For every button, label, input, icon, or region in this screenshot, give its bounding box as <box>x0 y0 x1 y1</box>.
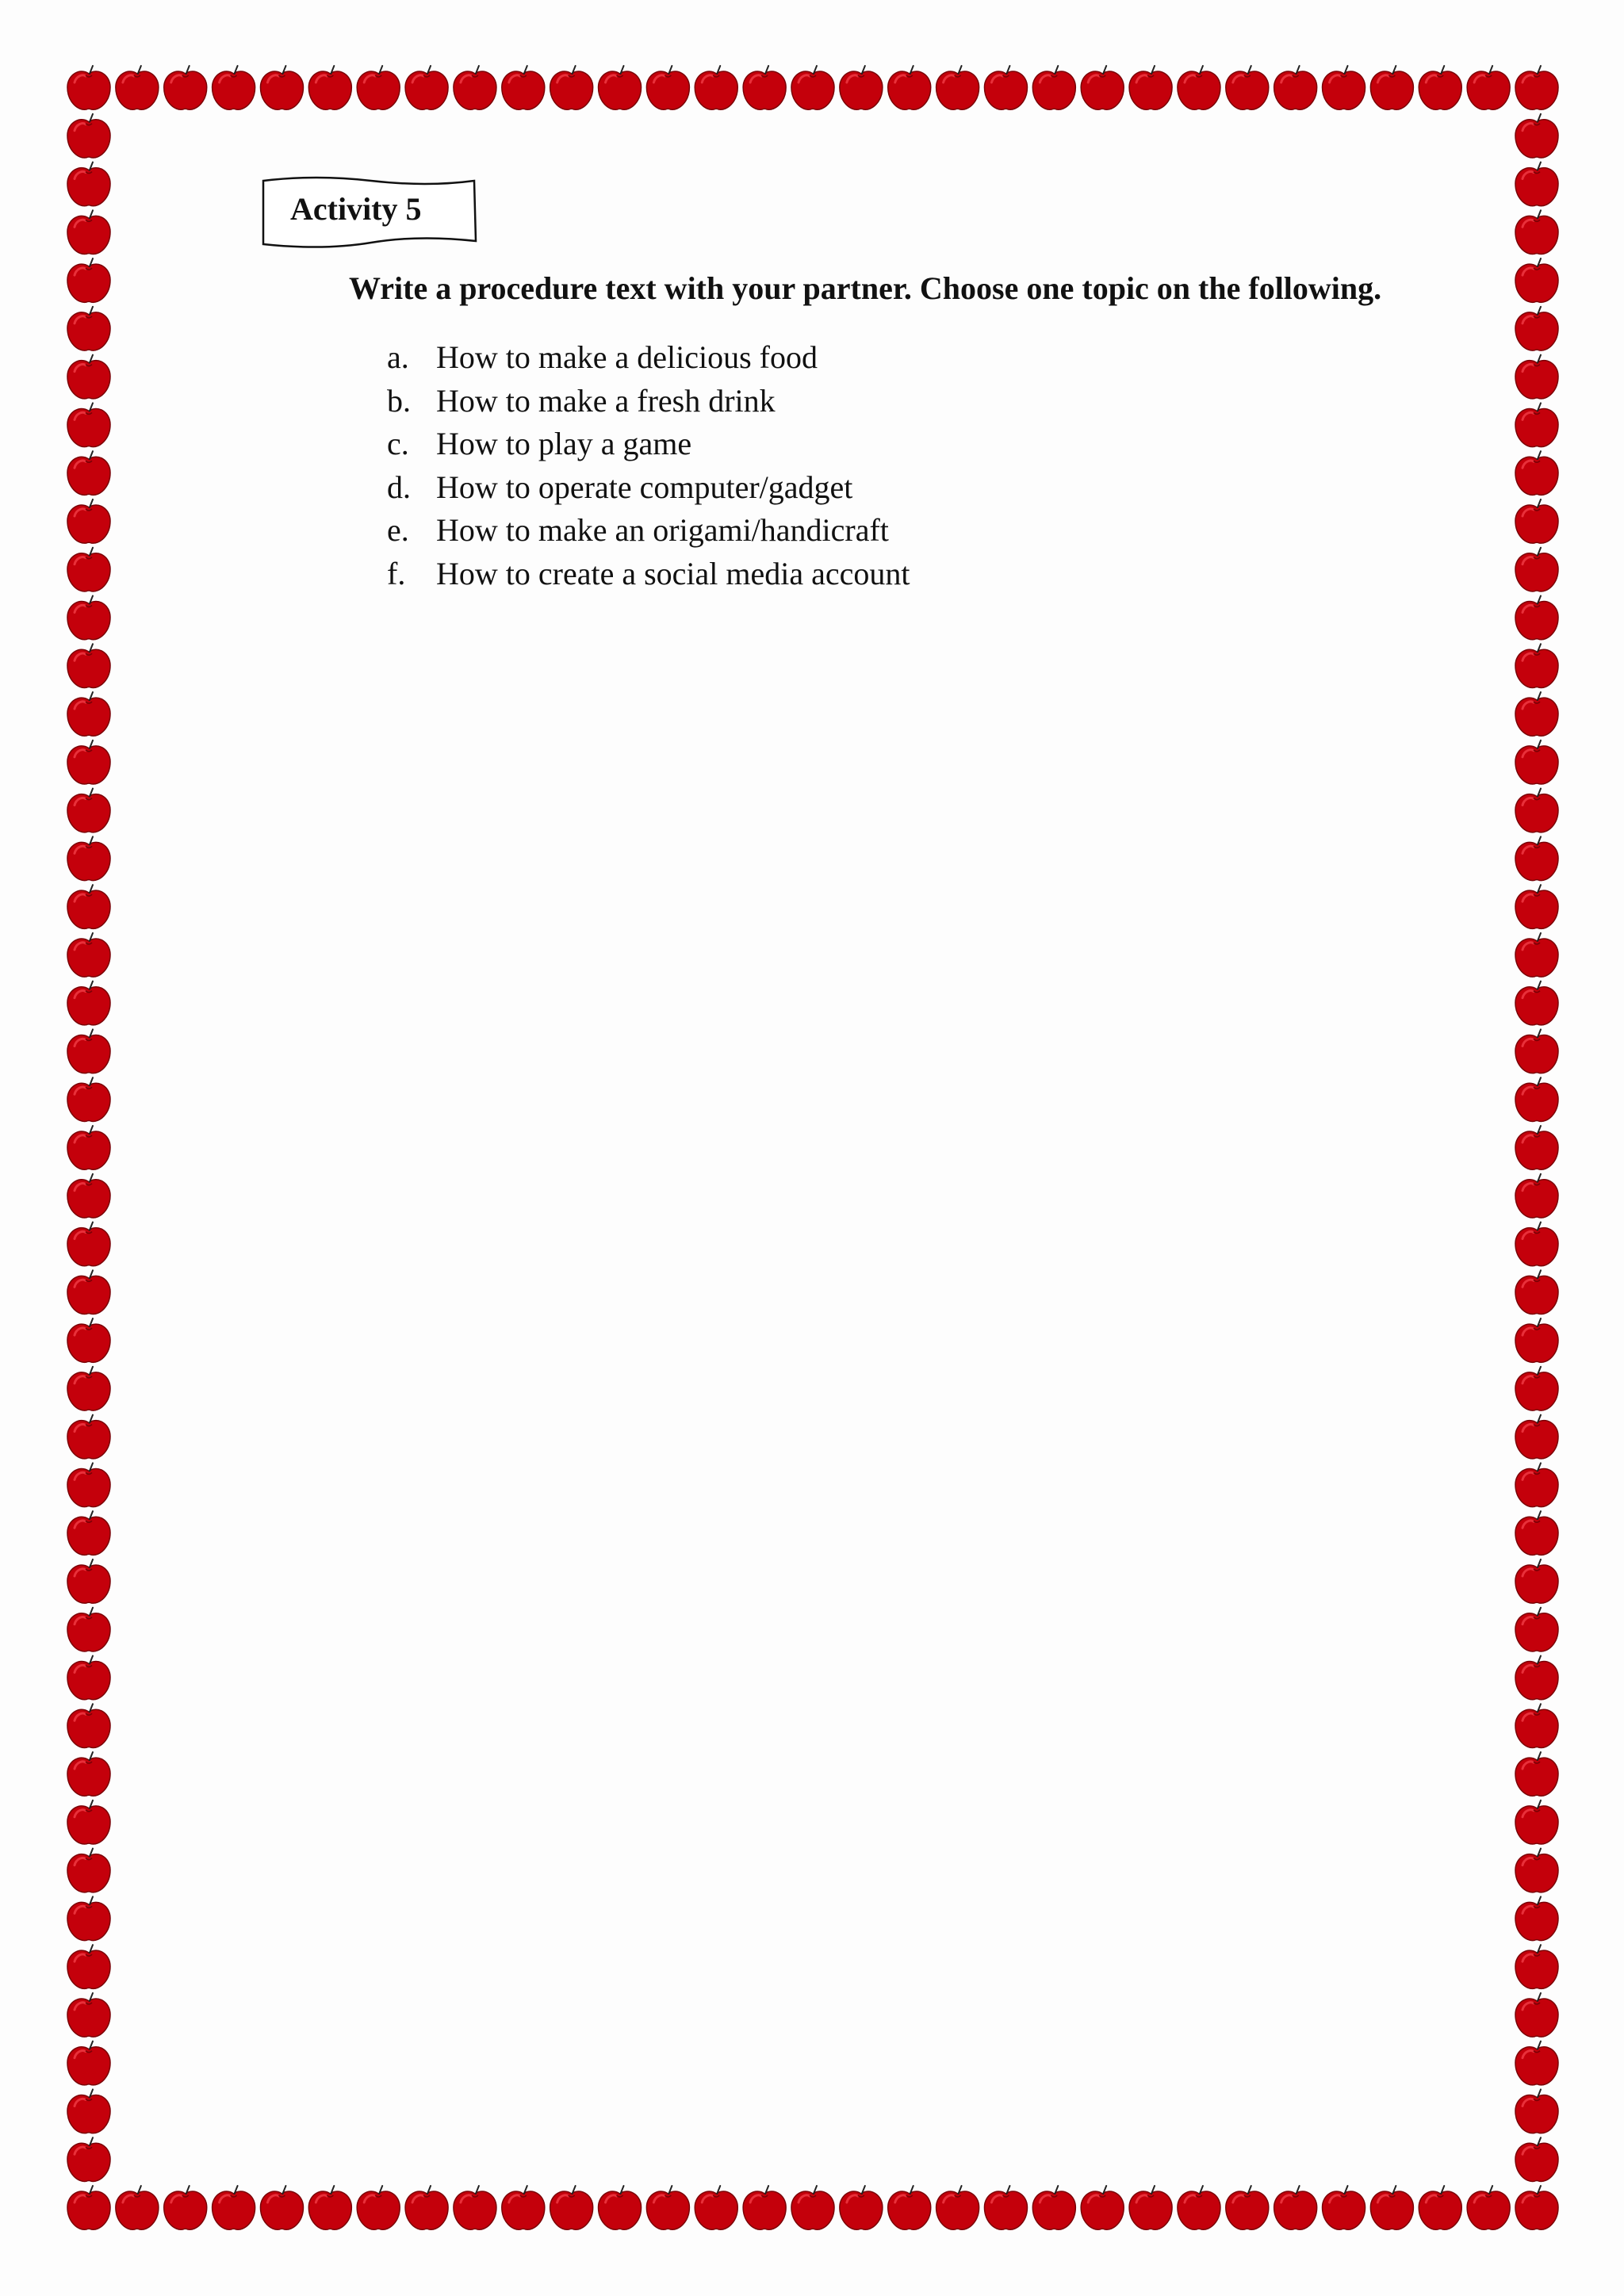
apple-icon <box>1515 1896 1558 1940</box>
apple-icon <box>1515 403 1558 446</box>
topic-text: How to make a delicious food <box>436 339 818 375</box>
apple-icon <box>67 1559 110 1603</box>
apple-icon <box>164 2186 207 2229</box>
apple-icon <box>1515 2042 1558 2085</box>
apple-icon <box>1515 2186 1558 2229</box>
apple-icon <box>405 66 448 109</box>
apple-icon <box>936 66 979 109</box>
apple-icon <box>791 66 834 109</box>
list-item <box>387 466 910 510</box>
apple-icon <box>1515 1559 1558 1603</box>
apple-icon <box>1419 2186 1461 2229</box>
apple-icon <box>67 1511 110 1555</box>
apple-icon <box>67 740 110 784</box>
apple-icon <box>1515 1270 1558 1314</box>
apple-icon <box>502 66 545 109</box>
apple-icon <box>67 1849 110 1892</box>
apple-icon <box>888 66 931 109</box>
apple-icon <box>743 2186 786 2229</box>
apple-icon <box>1515 1656 1558 1700</box>
apple-icon <box>67 403 110 446</box>
apple-icon <box>1515 258 1558 302</box>
apple-icon <box>454 2186 496 2229</box>
list-marker: d. <box>387 469 411 505</box>
apple-icon <box>116 2186 159 2229</box>
apple-icon <box>1032 2186 1075 2229</box>
apple-icon <box>213 66 255 109</box>
apple-icon <box>1323 66 1365 109</box>
apple-icon <box>1515 1077 1558 1121</box>
apple-icon <box>1515 1945 1558 1988</box>
apple-icon <box>1515 114 1558 158</box>
apple-icon <box>1226 2186 1269 2229</box>
apple-icon <box>1226 66 1269 109</box>
apple-icon <box>1323 2186 1365 2229</box>
list-item <box>387 553 910 596</box>
apple-icon <box>116 66 159 109</box>
apple-icon <box>1515 1608 1558 1651</box>
list-marker: a. <box>387 339 409 375</box>
apple-icon <box>1515 1029 1558 1073</box>
apple-icon <box>1515 789 1558 832</box>
apple-icon <box>599 2186 642 2229</box>
apple-icon <box>1515 1849 1558 1892</box>
apple-icon <box>260 66 303 109</box>
apple-icon <box>936 2186 979 2229</box>
apple-icon <box>67 1077 110 1121</box>
activity-title: Activity 5 <box>290 191 422 227</box>
apple-icon <box>67 1896 110 1940</box>
apple-icon <box>791 2186 834 2229</box>
list-marker: c. <box>387 426 409 461</box>
apple-icon <box>984 2186 1027 2229</box>
apple-icon <box>1515 210 1558 254</box>
apple-icon <box>1515 982 1558 1025</box>
apple-icon <box>1515 1126 1558 1169</box>
apple-icon <box>646 66 689 109</box>
apple-icon <box>67 836 110 880</box>
apple-icon <box>67 933 110 977</box>
apple-icon <box>308 66 351 109</box>
apple-icon <box>308 2186 351 2229</box>
apple-icon <box>67 2089 110 2133</box>
apple-icon <box>840 2186 883 2229</box>
apple-icon <box>357 66 400 109</box>
apple-icon <box>1515 2089 1558 2133</box>
apple-icon <box>550 66 593 109</box>
apple-icon <box>1515 548 1558 591</box>
apple-icon <box>1515 1752 1558 1796</box>
apple-icon <box>1129 66 1172 109</box>
topic-text: How to make a fresh drink <box>436 382 776 419</box>
apple-icon <box>67 548 110 591</box>
apple-icon <box>67 307 110 350</box>
list-item <box>387 380 910 423</box>
apple-icon <box>1515 163 1558 206</box>
apple-icon <box>67 644 110 687</box>
apple-icon <box>1515 1511 1558 1555</box>
apple-icon <box>1129 2186 1172 2229</box>
apple-icon <box>67 1608 110 1651</box>
apple-icon <box>67 1223 110 1266</box>
apple-icon <box>1515 451 1558 495</box>
apple-icon <box>1515 1174 1558 1218</box>
apple-icon <box>1515 1463 1558 1506</box>
apple-icon <box>1515 355 1558 399</box>
activity-label <box>260 174 479 251</box>
apple-icon <box>67 451 110 495</box>
list-item <box>387 336 910 380</box>
apple-icon <box>646 2186 689 2229</box>
apple-icon <box>1467 2186 1510 2229</box>
apple-icon <box>1515 836 1558 880</box>
apple-icon <box>1515 1993 1558 2037</box>
apple-icon <box>1515 66 1558 109</box>
apple-icon <box>67 1656 110 1700</box>
apple-icon <box>67 789 110 832</box>
apple-icon <box>1419 66 1461 109</box>
topic-text: How to create a social media account <box>436 555 910 591</box>
apple-icon <box>67 1800 110 1844</box>
apple-icon <box>67 355 110 399</box>
apple-icon <box>743 66 786 109</box>
apple-icon <box>1515 1800 1558 1844</box>
apple-icon <box>357 2186 400 2229</box>
apple-icon <box>67 2137 110 2181</box>
apple-icon <box>67 1704 110 1747</box>
topic-text: How to operate computer/gadget <box>436 469 853 505</box>
apple-icon <box>1081 2186 1124 2229</box>
apple-icon <box>67 499 110 543</box>
apple-icon <box>67 1126 110 1169</box>
apple-icon <box>67 1270 110 1314</box>
apple-icon <box>1515 1704 1558 1747</box>
apple-icon <box>1081 66 1124 109</box>
apple-icon <box>67 258 110 302</box>
apple-icon <box>67 1415 110 1459</box>
apple-icon <box>67 1174 110 1218</box>
apple-icon <box>1515 885 1558 928</box>
apple-icon <box>67 163 110 206</box>
apple-icon <box>1467 66 1510 109</box>
apple-icon <box>888 2186 931 2229</box>
apple-icon <box>67 692 110 736</box>
apple-icon <box>1032 66 1075 109</box>
apple-icon <box>1370 2186 1413 2229</box>
list-marker: e. <box>387 512 409 548</box>
list-marker: b. <box>387 382 411 419</box>
apple-icon <box>1515 2137 1558 2181</box>
topic-list <box>387 336 910 595</box>
topic-text: How to play a game <box>436 426 692 461</box>
apple-icon <box>213 2186 255 2229</box>
apple-icon <box>1515 1223 1558 1266</box>
list-marker: f. <box>387 555 406 591</box>
apple-icon <box>1178 2186 1220 2229</box>
apple-icon <box>1515 307 1558 350</box>
apple-icon <box>67 2042 110 2085</box>
instruction-text: Write a procedure text with your partner. Choose one topic on the following. <box>349 270 1382 306</box>
apple-icon <box>1515 740 1558 784</box>
list-item <box>387 509 910 553</box>
apple-icon <box>67 885 110 928</box>
apple-icon <box>1274 2186 1317 2229</box>
apple-icon <box>67 1993 110 2037</box>
apple-icon <box>67 1318 110 1362</box>
apple-icon <box>1515 1318 1558 1362</box>
apple-icon <box>1515 692 1558 736</box>
apple-icon <box>1515 1367 1558 1410</box>
apple-icon <box>67 1029 110 1073</box>
apple-icon <box>1178 66 1220 109</box>
apple-icon <box>67 210 110 254</box>
apple-icon <box>502 2186 545 2229</box>
apple-icon <box>164 66 207 109</box>
apple-icon <box>67 1463 110 1506</box>
apple-icon <box>260 2186 303 2229</box>
apple-icon <box>1515 933 1558 977</box>
apple-icon <box>67 982 110 1025</box>
apple-icon <box>1515 596 1558 640</box>
apple-icon <box>1274 66 1317 109</box>
apple-icon <box>454 66 496 109</box>
apple-icon <box>599 66 642 109</box>
apple-icon <box>67 2186 110 2229</box>
apple-icon <box>405 2186 448 2229</box>
apple-icon <box>984 66 1027 109</box>
apple-icon <box>67 1367 110 1410</box>
apple-icon <box>67 596 110 640</box>
apple-icon <box>67 1752 110 1796</box>
apple-icon <box>1515 644 1558 687</box>
list-item <box>387 423 910 466</box>
apple-icon <box>695 2186 737 2229</box>
apple-icon <box>550 2186 593 2229</box>
apple-icon <box>1370 66 1413 109</box>
apple-icon <box>695 66 737 109</box>
apple-icon <box>840 66 883 109</box>
apple-icon <box>1515 499 1558 543</box>
apple-icon <box>1515 1415 1558 1459</box>
apple-icon <box>67 66 110 109</box>
apple-icon <box>67 114 110 158</box>
apple-icon <box>67 1945 110 1988</box>
topic-text: How to make an origami/handicraft <box>436 512 889 548</box>
